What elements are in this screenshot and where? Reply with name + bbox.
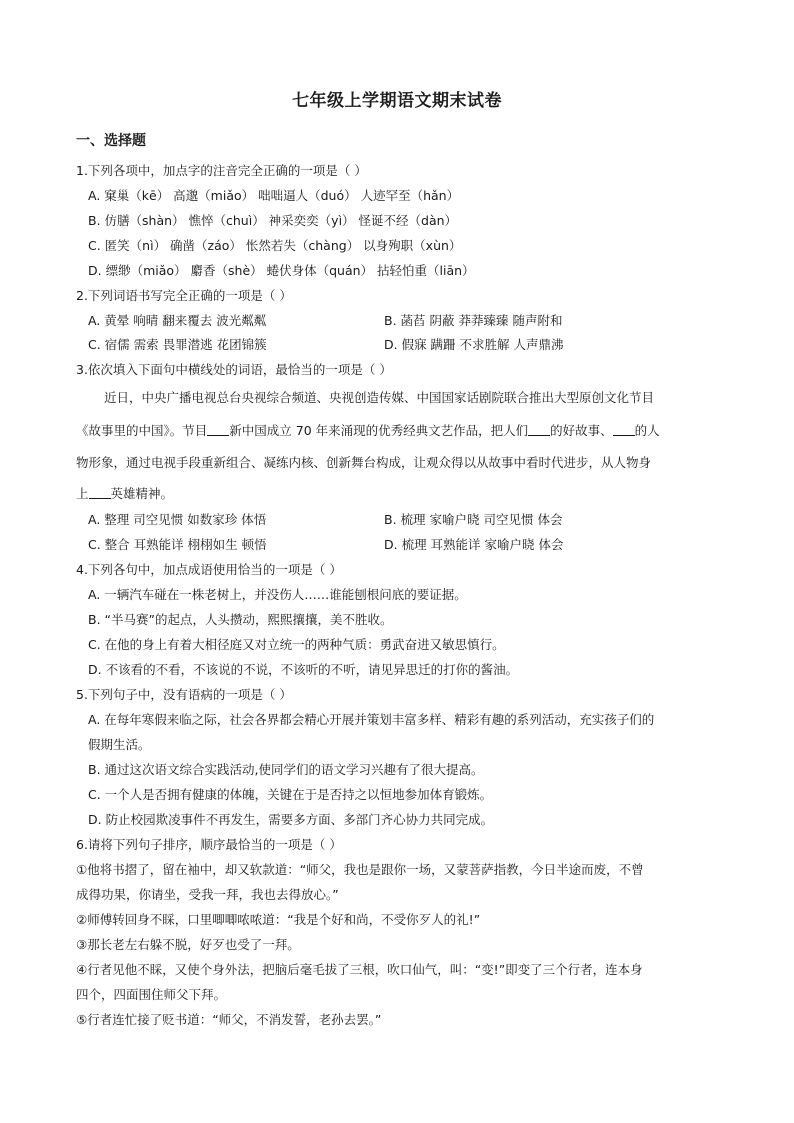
question-6-stem: 6.请将下列句子排序，顺序最恰当的一项是（ ） [76,837,342,852]
question-5-option-a: A. 在每年寒假来临之际，社会各界都会精心开展并策划丰富多样、精彩有趣的系列活动，充实孩子们的 [88,712,655,727]
section-heading: 一、选择题 [76,133,146,149]
question-1-option-c: C. 匿笑（nì） 确凿（záo） 怅然若失（chàng） 以身殉职（xùn） [88,238,462,253]
blank-2 [528,423,550,436]
question-3-option-c: C. 整合 耳熟能详 栩栩如生 顿悟 [88,537,267,552]
question-6-sentence-4: ④行者见他不睬，又使个身外法，把脑后毫毛拔了三根，吹口仙气，叫：“变!”即变了三个行者，连本身 [76,962,643,977]
question-1-stem: 1.下列各项中，加点字的注音完全正确的一项是（ ） [76,163,367,178]
question-4-option-b: B. “半马赛”的起点，人头攒动，熙熙攘攘，美不胜收。 [88,612,393,627]
question-2-option-d: D. 假寐 蹒跚 不求胜解 人声鼎沸 [384,337,564,352]
question-5-stem: 5.下列句子中，没有语病的一项是（ ） [76,687,292,702]
question-3-passage-line-4: 上 英雄精神。 [76,486,174,501]
question-6-sentence-5: ⑤行者连忙接了贬书道：“师父，不消发誓，老孙去罢。” [76,1012,382,1027]
question-1-option-a: A. 窠巢（kē） 高邈（miǎo） 咄咄逼人（duó） 人迹罕至（hǎn） [88,188,460,203]
blank-1 [207,423,229,436]
question-2-option-c: C. 宿儒 需索 畏罪潜逃 花团锦簇 [88,337,267,352]
question-6-sentence-1-cont: 成得功果，你请坐，受我一拜，我也去得放心。” [76,887,339,902]
question-3-option-a: A. 整理 司空见惯 如数家珍 体悟 [88,512,267,527]
question-6-sentence-2: ②师傅转回身不睬，口里唧唧哝哝道：“我是个好和尚，不受你歹人的礼!” [76,912,481,927]
question-4-option-d: D. 不该看的不看，不该说的不说，不该听的不听，请见异思迁的打你的酱油。 [88,662,519,677]
question-3-passage-line-1: 近日，中央广播电视总台央视综合频道、央视创造传媒、中国国家话剧院联合推出大型原创文化节目 [104,390,655,405]
question-5-option-a-cont: 假期生活。 [88,737,151,752]
question-5-option-c: C. 一个人是否拥有健康的体魄，关键在于是否持之以恒地参加体育锻炼。 [88,787,493,802]
question-1-option-b: B. 仿膳（shàn） 憔悴（chuì） 神采奕奕（yì） 怪诞不经（dàn） [88,213,458,228]
blank-3 [613,423,635,436]
question-4-option-c: C. 在他的身上有着大相径庭又对立统一的两种气质：勇武奋进又敏思慎行。 [88,637,505,652]
question-2-stem: 2.下列词语书写完全正确的一项是（ ） [76,288,292,303]
question-2-option-b: B. 菡萏 阴蔽 莽莽臻臻 随声附和 [384,313,563,328]
question-2-option-a: A. 黄晕 响晴 翻来覆去 波光粼粼 [88,313,267,328]
question-3-passage-line-3: 物形象，通过电视手段重新组合、凝练内核、创新舞台构成，让观众得以从故事中看时代进步，从人物身 [76,455,652,470]
question-1-option-d: D. 缥缈（miǎo） 麝香（shè） 蜷伏身体（quán） 拈轻怕重（liān） [88,263,475,278]
question-3-stem: 3.依次填入下面句中横线处的词语，最恰当的一项是（ ） [76,362,392,377]
question-4-option-a: A. 一辆汽车碰在一株老树上，并没伤人……谁能刨根问底的要证据。 [88,587,467,602]
question-3-option-d: D. 梳理 耳熟能详 家喻户晓 体会 [384,537,564,552]
question-5-option-b: B. 通过这次语文综合实践活动,使同学们的语文学习兴趣有了很大提高。 [88,762,484,777]
blank-4 [89,486,111,499]
question-3-option-b: B. 梳理 家喻户晓 司空见惯 体会 [384,512,563,527]
question-5-option-d: D. 防止校园欺凌事件不再发生，需要多方面、多部门齐心协力共同完成。 [88,812,494,827]
question-3-passage-line-2: 《故事里的中国》。节目 新中国成立 70 年来涌现的优秀经典文艺作品，把人们 的好故事、 的人 [76,423,660,438]
question-4-stem: 4.下列各句中，加点成语使用恰当的一项是（ ） [76,562,342,577]
question-6-sentence-3: ③那长老左右躲不脱，好歹也受了一拜。 [76,937,300,952]
question-6-sentence-4-cont: 四个，四面围住师父下拜。 [76,987,227,1002]
page-title: 七年级上学期语文期末试卷 [292,91,502,111]
question-6-sentence-1: ①他将书摺了，留在袖中，却又软款道：“师父，我也是跟你一场，又蒙菩萨指教，今日半途而废，不曾 [76,862,644,877]
